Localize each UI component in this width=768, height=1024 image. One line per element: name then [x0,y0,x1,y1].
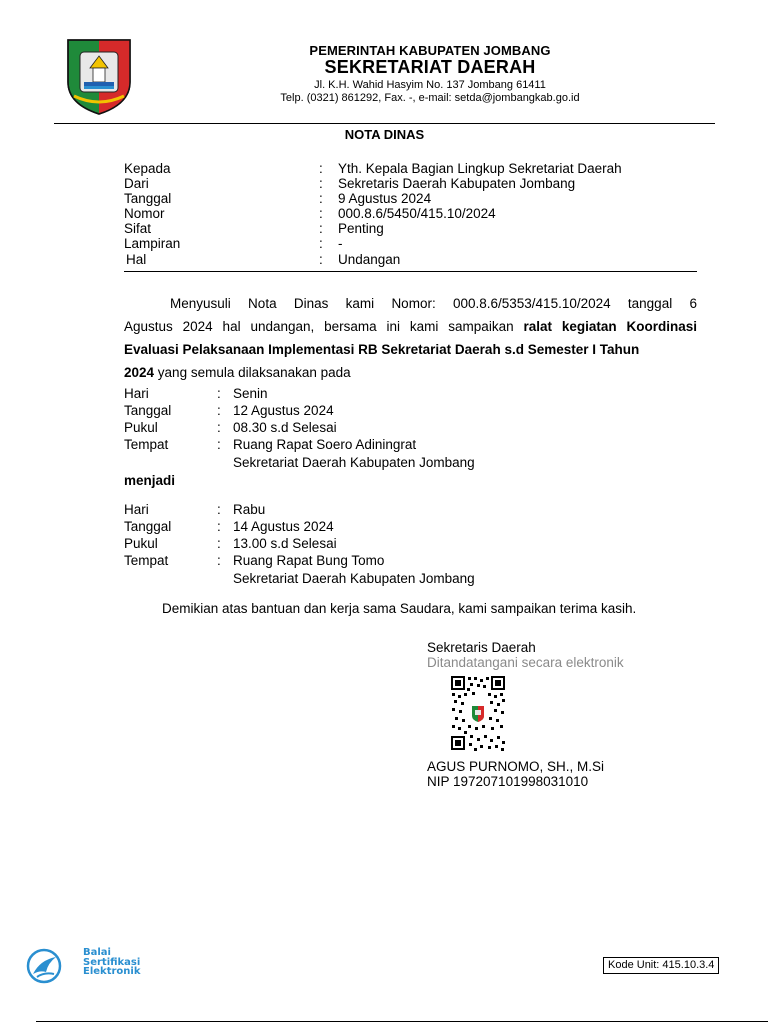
schedule-label: Tempat [124,553,169,568]
bse-emblem-icon [26,948,62,984]
header-row-hal [126,252,706,267]
schedule-after-tempat-2 [124,571,624,587]
schedule-before-hari [124,386,624,402]
header-value: - [338,236,343,251]
schedule-label: Pukul [124,420,158,435]
schedule-before-tempat [124,437,624,453]
closing-sentence: Demikian atas bantuan dan kerja sama Saudara, kami sampaikan terima kasih. [162,601,637,616]
schedule-colon: : [217,536,221,551]
schedule-value: Ruang Rapat Soero Adiningrat [233,437,417,452]
header-colon: : [319,161,323,176]
header-value: Sekretaris Daerah Kabupaten Jombang [338,176,576,191]
body-text: yang semula dilaksanakan pada [154,365,351,380]
schedule-label: Tanggal [124,403,172,418]
letterhead-address: Jl. K.H. Wahid Hasyim No. 137 Jombang 61411 [314,79,546,91]
schedule-value: Sekretariat Daerah Kabupaten Jombang [233,571,475,586]
schedule-value: 08.30 s.d Selesai [233,420,337,435]
signature-qr-code [450,675,506,751]
schedule-colon: : [217,502,221,517]
esign-note: Ditandatangani secara elektronik [427,655,624,670]
schedule-after-pukul [124,536,624,552]
body-line-1: Menyusuli Nota Dinas kami Nomor: 000.8.6/5353/415.10/2024 tanggal 6 [170,296,697,311]
schedule-value: Sekretariat Daerah Kabupaten Jombang [233,455,475,470]
header-label: Sifat [124,221,152,236]
header-value: Yth. Kepala Bagian Lingkup Sekretariat Daerah [338,161,622,176]
header-row-lampiran [124,236,704,251]
schedule-after-hari [124,502,624,518]
letterhead-office: SEKRETARIAT DAERAH [324,57,536,77]
schedule-value: Senin [233,386,268,401]
header-colon: : [319,221,323,236]
schedule-value: 13.00 s.d Selesai [233,536,337,551]
footer-divider [36,1021,768,1022]
unit-code-box: Kode Unit: 415.10.3.4 [603,957,719,974]
letterhead-contact: Telp. (0321) 861292, Fax. -, e-mail: setda@jombangkab.go.id [280,92,580,104]
schedule-colon: : [217,437,221,452]
header-label: Dari [124,176,149,191]
schedule-before-pukul [124,420,624,436]
schedule-label: Pukul [124,536,158,551]
header-colon: : [319,252,323,267]
header-row-dari [124,176,704,191]
header-colon: : [319,176,323,191]
bse-line-2: Sertifikasi [83,956,141,968]
header-label: Nomor [124,206,165,221]
header-row-nomor [124,206,704,221]
signatory-nip: NIP 197207101998031010 [427,774,589,789]
letterhead-org: PEMERINTAH KABUPATEN JOMBANG [309,43,551,58]
schedule-before-tanggal [124,403,624,419]
jombang-coat-of-arms-logo [66,38,132,116]
header-divider [124,271,697,272]
document-title: NOTA DINAS [344,127,425,142]
header-colon: : [319,191,323,206]
header-colon: : [319,206,323,221]
header-value: 9 Agustus 2024 [338,191,432,206]
schedule-value: 14 Agustus 2024 [233,519,334,534]
schedule-colon: : [217,403,221,418]
schedule-colon: : [217,420,221,435]
header-row-sifat [124,221,704,236]
schedule-value: 12 Agustus 2024 [233,403,334,418]
header-value: Undangan [338,252,401,267]
header-row-kepada [124,161,704,176]
signature-position: Sekretaris Daerah [427,640,536,655]
schedule-after-tempat [124,553,624,569]
schedule-value: Rabu [233,502,266,517]
bse-logo [26,948,156,984]
header-label: Tanggal [124,191,172,206]
signatory-name: AGUS PURNOMO, SH., M.Si [427,759,605,774]
schedule-label: Tempat [124,437,169,452]
schedule-label: Hari [124,502,149,517]
schedule-after-tanggal [124,519,624,535]
body-line-3: Evaluasi Pelaksanaan Implementasi RB Sekretariat Daerah s.d Semester I Tahun [124,342,640,357]
body-line-4 [124,365,697,380]
bse-line-3: Elektronik [83,966,141,977]
schedule-value: Ruang Rapat Bung Tomo [233,553,385,568]
header-colon: : [319,236,323,251]
header-label: Lampiran [124,236,181,251]
letterhead-divider [54,123,715,124]
header-value: Penting [338,221,384,236]
header-label: Hal [126,252,147,267]
schedule-colon: : [217,519,221,534]
header-value: 000.8.6/5450/415.10/2024 [338,206,496,221]
body-line-2 [124,319,697,334]
header-label: Kepada [124,161,171,176]
schedule-before-tempat-2 [124,455,624,471]
schedule-colon: : [217,553,221,568]
schedule-colon: : [217,386,221,401]
header-row-tanggal [124,191,704,206]
schedule-label: Tanggal [124,519,172,534]
schedule-label: Hari [124,386,149,401]
bse-line-1: Balai [83,947,111,958]
body-bold-text: 2024 [124,365,155,380]
menjadi-label: menjadi [124,473,176,488]
body-bold-text: ralat kegiatan Koordinasi [523,319,698,334]
body-text: Agustus 2024 hal undangan, bersama ini kami sampaikan [124,319,524,334]
